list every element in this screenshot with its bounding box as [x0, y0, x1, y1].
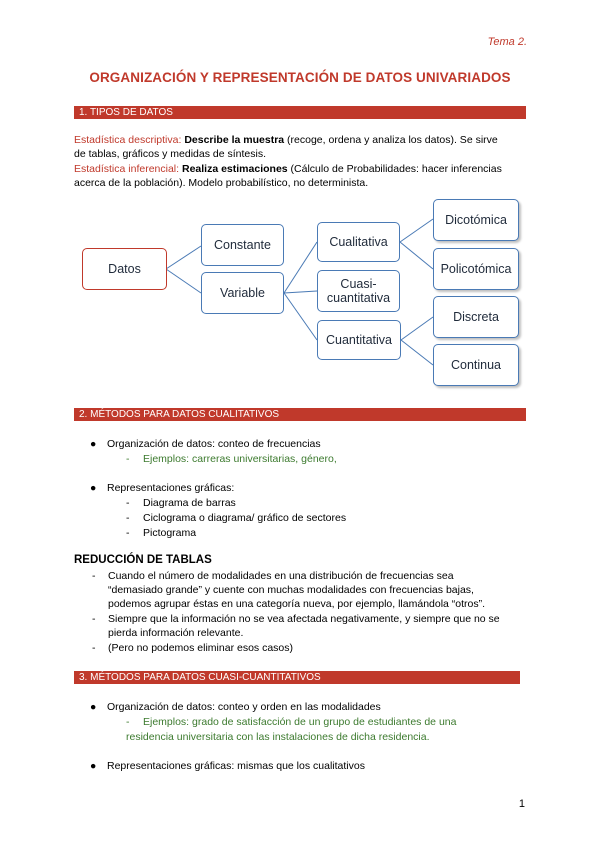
list-item: ● Representaciones gráficas: [90, 482, 235, 494]
inf-rest2: acerca de la población). Modelo probabilístico, no determinista. [74, 177, 369, 189]
node-cuantitativa [317, 320, 401, 360]
connector-variable-cuasi [284, 291, 317, 293]
node-cuasi-label: Cuasi- cuantitativa [326, 277, 391, 305]
node-cualitativa-label: Cualitativa [329, 235, 388, 249]
list-item: ● Organización de datos: conteo de frecuencias [90, 438, 321, 450]
desc-rest2: de tablas, gráficos y medidas de síntesis. [74, 148, 267, 160]
connector-datos-variable [166, 269, 201, 293]
inf-label: Estadística inferencial: [74, 163, 180, 175]
connector-cuant-discreta [401, 317, 433, 340]
reduccion-item-2: - Siempre que la información no se vea afectada negativamente, y siempre que no se [92, 613, 500, 625]
node-cualitativa [317, 222, 400, 262]
node-dicotomica-label: Dicotómica [445, 213, 507, 227]
section-1-bar: 1. TIPOS DE DATOS [74, 106, 526, 119]
connector-cuant-continua [401, 340, 433, 365]
list-item: ● Representaciones gráficas: mismas que los cualitativos [90, 760, 365, 772]
section-3-bar: 3. MÉTODOS PARA DATOS CUASI-CUANTITATIVOS [74, 671, 520, 684]
list-subitem: - Diagrama de barras [126, 497, 236, 509]
connector-variable-cualitativa [284, 242, 317, 293]
inf-rest1: (Cálculo de Probabilidades: hacer inferencias [290, 163, 502, 175]
list-subitem: - Ejemplos: carreras universitarias, género, [126, 453, 337, 465]
list-subitem: - Ciclograma o diagrama/ gráfico de sectores [126, 512, 347, 524]
desc-label: Estadística descriptiva: [74, 134, 182, 146]
inf-bold: Realiza estimaciones [181, 163, 288, 175]
node-constante [201, 224, 284, 266]
desc-bold: Describe la muestra [184, 134, 285, 146]
page-title: ORGANIZACIÓN Y REPRESENTACIÓN DE DATOS UNIVARIADOS [89, 70, 511, 85]
node-variable [201, 272, 284, 314]
reduccion-item-1-cont2: podemos agrupar éstas en una categoría nueva, por ejemplo, llamándola “otros”. [108, 598, 486, 610]
desc-rest1: (recoge, ordena y analiza los datos). Se sirve [287, 134, 498, 146]
reduccion-item-1-cont: “demasiado grande” y cuente con muchas modalidades con frecuencias bajas, [108, 584, 474, 596]
node-datos [82, 248, 167, 290]
page-number: 1 [518, 798, 525, 810]
reduccion-item-3: - (Pero no podemos eliminar esos casos) [92, 642, 294, 654]
node-datos-label: Datos [108, 262, 141, 276]
node-dicotomica [433, 199, 519, 241]
connector-variable-cuantitativa [284, 293, 317, 340]
reduccion-item-2-cont: pierda información relevante. [108, 627, 244, 639]
list-subitem: - Pictograma [126, 527, 197, 539]
node-discreta-label: Discreta [453, 310, 499, 324]
node-policotomica [433, 248, 519, 290]
node-discreta [433, 296, 519, 338]
connector-datos-constante [166, 246, 201, 269]
connector-cual-policotomica [400, 242, 433, 269]
node-constante-label: Constante [214, 238, 271, 252]
node-variable-label: Variable [220, 286, 265, 300]
list-subitem-cont: residencia universitaria con las instalaciones de dicha residencia. [126, 731, 430, 743]
reduccion-item-1: - Cuando el número de modalidades en una distribución de frecuencias sea [92, 570, 454, 582]
reduccion-heading: REDUCCIÓN DE TABLAS [74, 554, 212, 566]
header-tema: Tema 2. [487, 36, 527, 48]
node-cuantitativa-label: Cuantitativa [325, 333, 392, 347]
node-continua-label: Continua [450, 358, 502, 372]
section-2-bar: 2. MÉTODOS PARA DATOS CUALITATIVOS [74, 408, 526, 421]
node-cuasi-cuantitativa [317, 270, 400, 312]
list-item: ● Organización de datos: conteo y orden en las modalidades [90, 701, 381, 713]
node-policotomica-label: Policotómica [440, 262, 512, 276]
connector-cual-dicotomica [400, 219, 433, 242]
list-subitem: - Ejemplos: grado de satisfacción de un grupo de estudiantes de una [126, 716, 457, 728]
node-continua [433, 344, 519, 386]
